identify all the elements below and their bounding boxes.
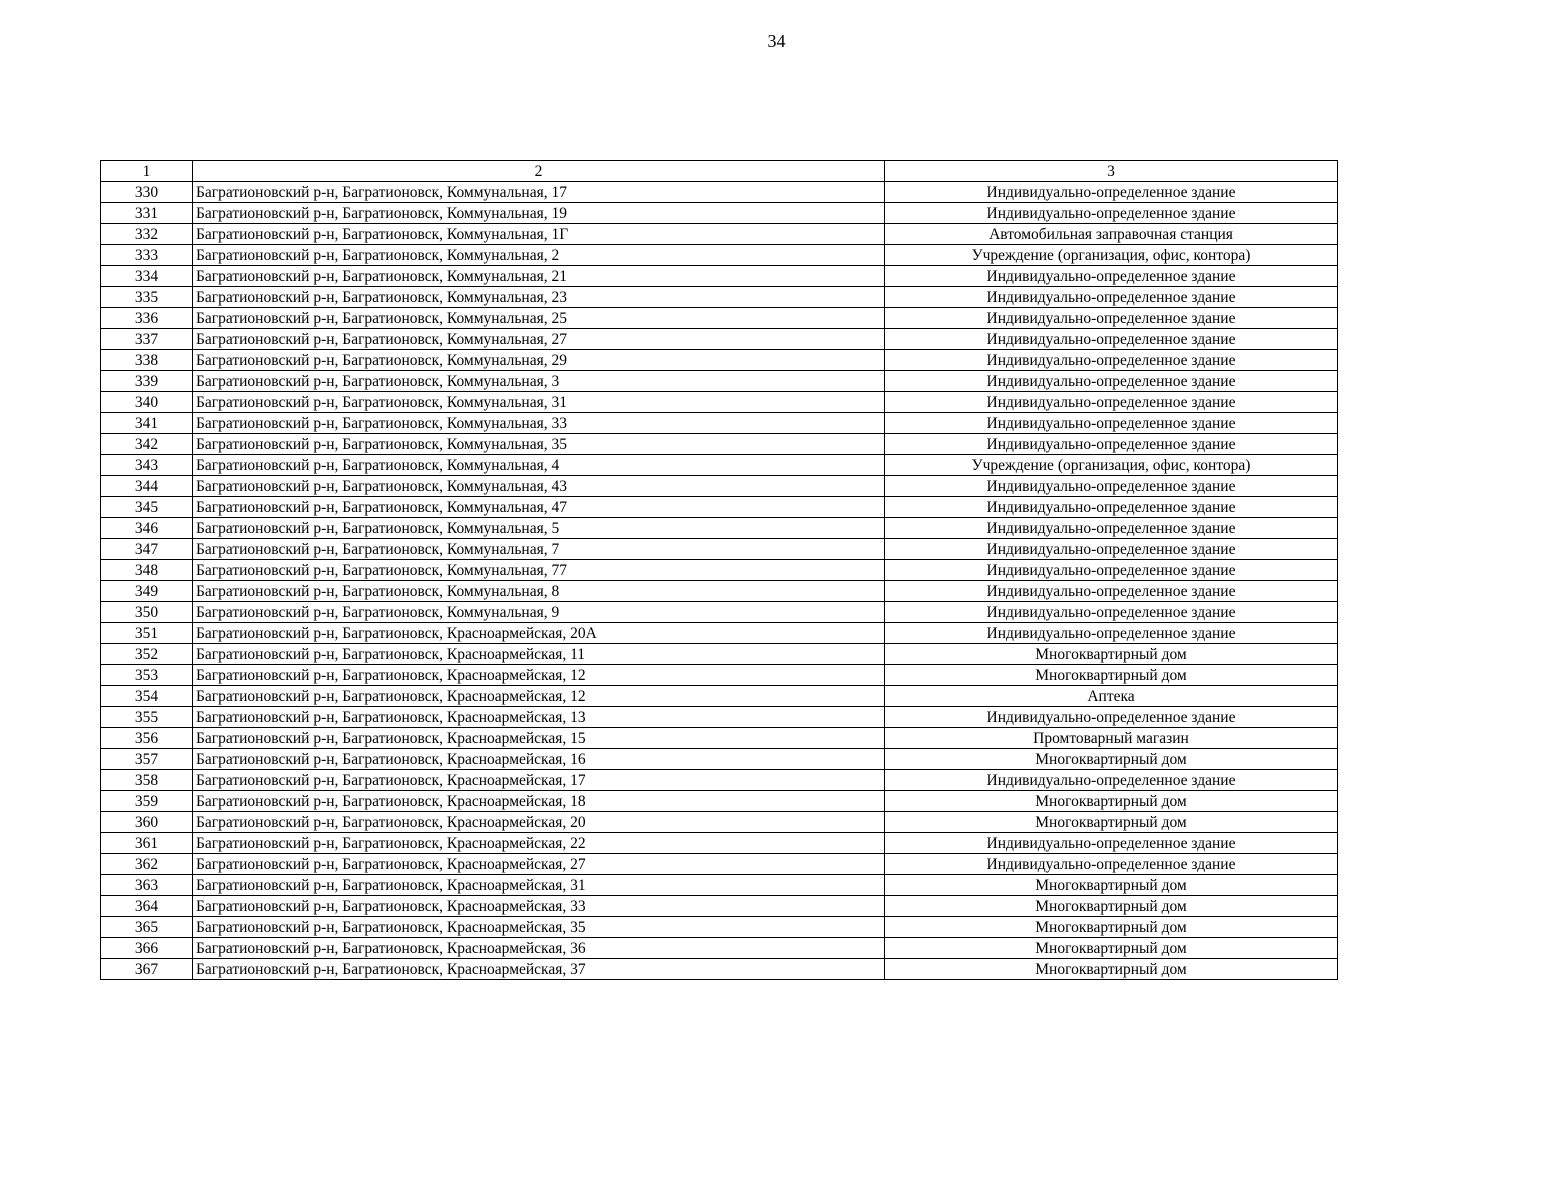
row-object-type: Индивидуально-определенное здание <box>885 476 1338 497</box>
table-row <box>101 539 1338 560</box>
row-address: Багратионовский р-н, Багратионовск, Коммунальная, 31 <box>193 392 885 413</box>
row-number: 338 <box>101 350 193 371</box>
row-address: Багратионовский р-н, Багратионовск, Красноармейская, 12 <box>193 665 885 686</box>
row-number: 364 <box>101 896 193 917</box>
row-object-type: Промтоварный магазин <box>885 728 1338 749</box>
row-number: 340 <box>101 392 193 413</box>
table-row <box>101 581 1338 602</box>
row-address: Багратионовский р-н, Багратионовск, Красноармейская, 35 <box>193 917 885 938</box>
row-object-type: Аптека <box>885 686 1338 707</box>
row-number: 332 <box>101 224 193 245</box>
row-object-type: Многоквартирный дом <box>885 917 1338 938</box>
row-address: Багратионовский р-н, Багратионовск, Коммунальная, 5 <box>193 518 885 539</box>
table-row <box>101 287 1338 308</box>
row-address: Багратионовский р-н, Багратионовск, Красноармейская, 18 <box>193 791 885 812</box>
row-address: Багратионовский р-н, Багратионовск, Коммунальная, 7 <box>193 539 885 560</box>
row-address: Багратионовский р-н, Багратионовск, Красноармейская, 36 <box>193 938 885 959</box>
table-row <box>101 644 1338 665</box>
row-number: 365 <box>101 917 193 938</box>
row-address: Багратионовский р-н, Багратионовск, Красноармейская, 11 <box>193 644 885 665</box>
row-object-type: Индивидуально-определенное здание <box>885 833 1338 854</box>
row-address: Багратионовский р-н, Багратионовск, Красноармейская, 17 <box>193 770 885 791</box>
table-row <box>101 959 1338 980</box>
row-object-type: Многоквартирный дом <box>885 644 1338 665</box>
row-object-type: Индивидуально-определенное здание <box>885 287 1338 308</box>
table-row <box>101 665 1338 686</box>
row-number: 334 <box>101 266 193 287</box>
row-address: Багратионовский р-н, Багратионовск, Коммунальная, 8 <box>193 581 885 602</box>
row-address: Багратионовский р-н, Багратионовск, Коммунальная, 77 <box>193 560 885 581</box>
row-object-type: Индивидуально-определенное здание <box>885 770 1338 791</box>
row-number: 341 <box>101 413 193 434</box>
row-number: 344 <box>101 476 193 497</box>
row-object-type: Индивидуально-определенное здание <box>885 707 1338 728</box>
row-address: Багратионовский р-н, Багратионовск, Красноармейская, 15 <box>193 728 885 749</box>
row-number: 347 <box>101 539 193 560</box>
table-row <box>101 392 1338 413</box>
table-row <box>101 938 1338 959</box>
row-address: Багратионовский р-н, Багратионовск, Коммунальная, 9 <box>193 602 885 623</box>
column-header-2: 2 <box>193 161 885 182</box>
row-number: 350 <box>101 602 193 623</box>
row-number: 354 <box>101 686 193 707</box>
row-address: Багратионовский р-н, Багратионовск, Коммунальная, 17 <box>193 182 885 203</box>
row-object-type: Многоквартирный дом <box>885 791 1338 812</box>
row-address: Багратионовский р-н, Багратионовск, Коммунальная, 4 <box>193 455 885 476</box>
row-number: 349 <box>101 581 193 602</box>
table-header-row <box>101 161 1338 182</box>
row-number: 345 <box>101 497 193 518</box>
row-number: 339 <box>101 371 193 392</box>
row-number: 331 <box>101 203 193 224</box>
row-number: 367 <box>101 959 193 980</box>
row-number: 362 <box>101 854 193 875</box>
table-row <box>101 602 1338 623</box>
table-row <box>101 371 1338 392</box>
column-header-1: 1 <box>101 161 193 182</box>
row-number: 336 <box>101 308 193 329</box>
row-address: Багратионовский р-н, Багратионовск, Коммунальная, 27 <box>193 329 885 350</box>
row-number: 330 <box>101 182 193 203</box>
row-number: 335 <box>101 287 193 308</box>
table-row <box>101 413 1338 434</box>
row-object-type: Индивидуально-определенное здание <box>885 308 1338 329</box>
row-address: Багратионовский р-н, Багратионовск, Коммунальная, 21 <box>193 266 885 287</box>
table-body <box>101 161 1338 980</box>
row-object-type: Многоквартирный дом <box>885 875 1338 896</box>
row-address: Багратионовский р-н, Багратионовск, Коммунальная, 2 <box>193 245 885 266</box>
row-number: 337 <box>101 329 193 350</box>
row-address: Багратионовский р-н, Багратионовск, Коммунальная, 35 <box>193 434 885 455</box>
row-object-type: Индивидуально-определенное здание <box>885 854 1338 875</box>
row-object-type: Индивидуально-определенное здание <box>885 539 1338 560</box>
row-number: 351 <box>101 623 193 644</box>
table-row <box>101 749 1338 770</box>
row-number: 356 <box>101 728 193 749</box>
row-object-type: Индивидуально-определенное здание <box>885 392 1338 413</box>
row-number: 333 <box>101 245 193 266</box>
row-address: Багратионовский р-н, Багратионовск, Коммунальная, 1Г <box>193 224 885 245</box>
row-address: Багратионовский р-н, Багратионовск, Коммунальная, 47 <box>193 497 885 518</box>
row-address: Багратионовский р-н, Багратионовск, Красноармейская, 37 <box>193 959 885 980</box>
row-address: Багратионовский р-н, Багратионовск, Коммунальная, 33 <box>193 413 885 434</box>
page-number: 34 <box>767 31 786 51</box>
row-address: Багратионовский р-н, Багратионовск, Коммунальная, 3 <box>193 371 885 392</box>
row-object-type: Индивидуально-определенное здание <box>885 371 1338 392</box>
row-object-type: Индивидуально-определенное здание <box>885 581 1338 602</box>
row-number: 342 <box>101 434 193 455</box>
row-address: Багратионовский р-н, Багратионовск, Красноармейская, 20 <box>193 812 885 833</box>
table-row <box>101 224 1338 245</box>
row-address: Багратионовский р-н, Багратионовск, Коммунальная, 25 <box>193 308 885 329</box>
row-object-type: Индивидуально-определенное здание <box>885 602 1338 623</box>
row-object-type: Многоквартирный дом <box>885 959 1338 980</box>
table-row <box>101 434 1338 455</box>
row-address: Багратионовский р-н, Багратионовск, Красноармейская, 20А <box>193 623 885 644</box>
row-object-type: Многоквартирный дом <box>885 812 1338 833</box>
table-row <box>101 182 1338 203</box>
row-address: Багратионовский р-н, Багратионовск, Красноармейская, 12 <box>193 686 885 707</box>
table-row <box>101 308 1338 329</box>
row-number: 366 <box>101 938 193 959</box>
row-number: 361 <box>101 833 193 854</box>
row-number: 346 <box>101 518 193 539</box>
row-object-type: Учреждение (организация, офис, контора) <box>885 245 1338 266</box>
row-object-type: Индивидуально-определенное здание <box>885 266 1338 287</box>
row-object-type: Индивидуально-определенное здание <box>885 623 1338 644</box>
table-row <box>101 476 1338 497</box>
row-number: 363 <box>101 875 193 896</box>
property-table <box>100 160 1338 980</box>
row-object-type: Многоквартирный дом <box>885 749 1338 770</box>
row-number: 357 <box>101 749 193 770</box>
row-object-type: Индивидуально-определенное здание <box>885 203 1338 224</box>
row-object-type: Многоквартирный дом <box>885 938 1338 959</box>
table-row <box>101 770 1338 791</box>
table-row <box>101 854 1338 875</box>
row-object-type: Индивидуально-определенное здание <box>885 518 1338 539</box>
row-object-type: Многоквартирный дом <box>885 896 1338 917</box>
row-number: 359 <box>101 791 193 812</box>
row-number: 343 <box>101 455 193 476</box>
table-row <box>101 728 1338 749</box>
row-address: Багратионовский р-н, Багратионовск, Красноармейская, 13 <box>193 707 885 728</box>
row-address: Багратионовский р-н, Багратионовск, Красноармейская, 31 <box>193 875 885 896</box>
row-address: Багратионовский р-н, Багратионовск, Коммунальная, 43 <box>193 476 885 497</box>
row-number: 352 <box>101 644 193 665</box>
row-number: 353 <box>101 665 193 686</box>
table-row <box>101 266 1338 287</box>
table-row <box>101 833 1338 854</box>
row-object-type: Индивидуально-определенное здание <box>885 560 1338 581</box>
row-address: Багратионовский р-н, Багратионовск, Красноармейская, 27 <box>193 854 885 875</box>
table-row <box>101 329 1338 350</box>
row-number: 358 <box>101 770 193 791</box>
table-row <box>101 623 1338 644</box>
row-address: Багратионовский р-н, Багратионовск, Коммунальная, 23 <box>193 287 885 308</box>
row-number: 355 <box>101 707 193 728</box>
row-object-type: Индивидуально-определенное здание <box>885 329 1338 350</box>
row-object-type: Учреждение (организация, офис, контора) <box>885 455 1338 476</box>
table-row <box>101 896 1338 917</box>
table-row <box>101 497 1338 518</box>
table-row <box>101 686 1338 707</box>
table-row <box>101 455 1338 476</box>
table-row <box>101 812 1338 833</box>
row-address: Багратионовский р-н, Багратионовск, Красноармейская, 22 <box>193 833 885 854</box>
row-object-type: Индивидуально-определенное здание <box>885 434 1338 455</box>
table-row <box>101 560 1338 581</box>
row-address: Багратионовский р-н, Багратионовск, Красноармейская, 33 <box>193 896 885 917</box>
table-row <box>101 875 1338 896</box>
table-row <box>101 203 1338 224</box>
column-header-3: 3 <box>885 161 1338 182</box>
row-object-type: Индивидуально-определенное здание <box>885 182 1338 203</box>
row-object-type: Индивидуально-определенное здание <box>885 497 1338 518</box>
row-number: 360 <box>101 812 193 833</box>
row-object-type: Индивидуально-определенное здание <box>885 350 1338 371</box>
table-row <box>101 707 1338 728</box>
table-row <box>101 917 1338 938</box>
table-row <box>101 518 1338 539</box>
table-row <box>101 791 1338 812</box>
row-address: Багратионовский р-н, Багратионовск, Коммунальная, 29 <box>193 350 885 371</box>
row-object-type: Автомобильная заправочная станция <box>885 224 1338 245</box>
row-number: 348 <box>101 560 193 581</box>
table-row <box>101 245 1338 266</box>
row-object-type: Многоквартирный дом <box>885 665 1338 686</box>
table-row <box>101 350 1338 371</box>
row-address: Багратионовский р-н, Багратионовск, Коммунальная, 19 <box>193 203 885 224</box>
row-address: Багратионовский р-н, Багратионовск, Красноармейская, 16 <box>193 749 885 770</box>
row-object-type: Индивидуально-определенное здание <box>885 413 1338 434</box>
